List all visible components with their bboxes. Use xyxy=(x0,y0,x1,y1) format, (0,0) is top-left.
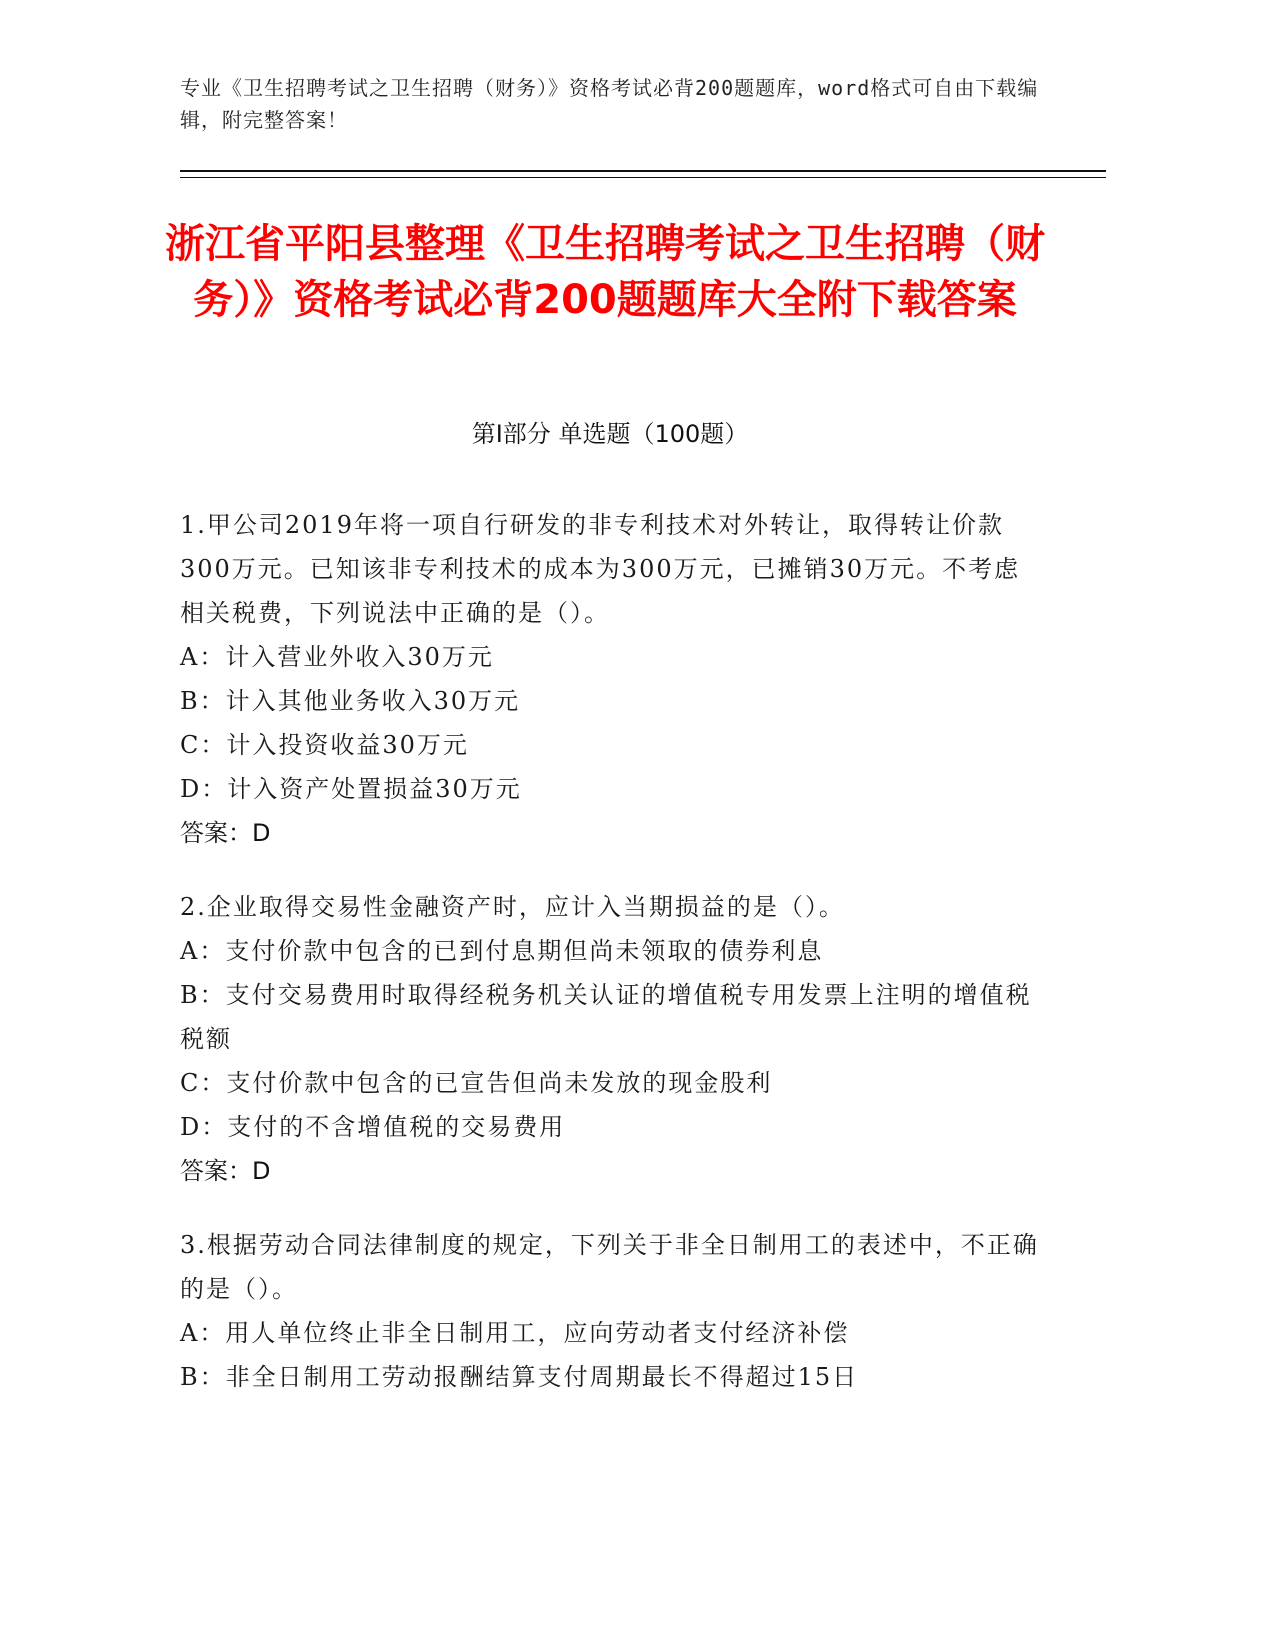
question-stem: 2.企业取得交易性金融资产时，应计入当期损益的是（）。 xyxy=(180,893,845,921)
header-rule-thick xyxy=(180,170,1106,172)
option-c: C：计入投资收益30万元 xyxy=(180,731,469,759)
answer-text: 答案：D xyxy=(180,1157,271,1185)
question-1 xyxy=(180,503,1040,855)
question-3 xyxy=(180,1223,1040,1399)
header-rule-thin xyxy=(180,177,1106,178)
option-a: A：支付价款中包含的已到付息期但尚未领取的债券利息 xyxy=(180,937,824,965)
option-a: A：用人单位终止非全日制用工，应向劳动者支付经济补偿 xyxy=(180,1319,850,1347)
option-b: B：非全日制用工劳动报酬结算支付周期最长不得超过15日 xyxy=(180,1363,859,1391)
option-b: B：支付交易费用时取得经税务机关认证的增值税专用发票上注明的增值税税额 xyxy=(180,981,1032,1053)
option-d: D：支付的不含增值税的交易费用 xyxy=(180,1113,566,1141)
option-d: D：计入资产处置损益30万元 xyxy=(180,775,522,803)
question-stem: 3.根据劳动合同法律制度的规定，下列关于非全日制用工的表述中，不正确的是（）。 xyxy=(180,1231,1039,1303)
question-list xyxy=(180,503,1040,1429)
header-note: 专业《卫生招聘考试之卫生招聘（财务）》资格考试必背200题题库，word格式可自由下载编辑，附完整答案！ xyxy=(180,76,1039,132)
option-a: A：计入营业外收入30万元 xyxy=(180,643,494,671)
section-title: 第Ⅰ部分 单选题（100题） xyxy=(471,420,749,448)
question-2 xyxy=(180,885,1040,1193)
option-b: B：计入其他业务收入30万元 xyxy=(180,687,521,715)
document-title: 浙江省平阳县整理《卫生招聘考试之卫生招聘（财务）》资格考试必背200题题库大全附下载答案 xyxy=(165,221,1045,323)
answer-text: 答案：D xyxy=(180,819,271,847)
question-stem: 1.甲公司2019年将一项自行研发的非专利技术对外转让，取得转让价款300万元。已知该非专利技术的成本为300万元，已摊销30万元。不考虑相关税费，下列说法中正确的是（）。 xyxy=(180,511,1021,627)
option-c: C：支付价款中包含的已宣告但尚未发放的现金股利 xyxy=(180,1069,773,1097)
